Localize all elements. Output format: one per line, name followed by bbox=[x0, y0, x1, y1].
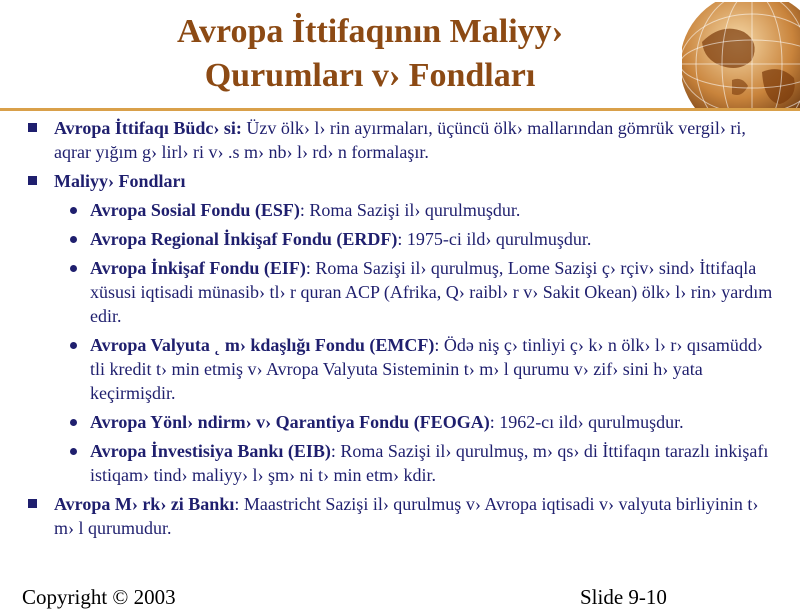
list-item-budget bbox=[22, 116, 782, 164]
sub-item-heading: Avropa Yönl› ndirm› v› Qarantiya Fondu (FEOGA) bbox=[90, 412, 490, 432]
sub-item-text: : Roma Sazişi il› qurulmuş, m› qs› di İttifaqın tarazlı inkişafı istiqam› tind› maliyy› l› şm› ni t› min etm› kdir. bbox=[90, 441, 769, 485]
sub-item-text: : Roma Sazişi il› qurulmuş, Lome Sazişi ç› rçiv› sind› İttifaqla xüsusi iqtisadi münasib› tl› r quran ACP (Afrika, Q› raibl› r v› Sakit Okean) ölk› l› rin› yardım edir. bbox=[90, 258, 773, 326]
sub-item-text: : 1962-cı ild› qurulmuşdur. bbox=[489, 412, 684, 432]
list-item-funds bbox=[22, 169, 782, 193]
square-bullet-icon bbox=[28, 499, 37, 508]
square-bullet-icon bbox=[28, 123, 37, 132]
sub-item-esf bbox=[22, 198, 782, 222]
square-bullet-icon bbox=[28, 176, 37, 185]
round-bullet-icon bbox=[70, 265, 77, 272]
round-bullet-icon bbox=[70, 419, 77, 426]
sub-item-text: : 1975-ci ild› qurulmuşdur. bbox=[397, 229, 592, 249]
footer-slide-number: Slide 9-10 bbox=[580, 585, 667, 609]
footer-copyright: Copyright © 2003 bbox=[22, 585, 176, 609]
sub-item-erdf bbox=[22, 227, 782, 251]
slide-body bbox=[22, 116, 782, 545]
sub-item-heading: Avropa İnvestisiya Bankı (EIB) bbox=[90, 441, 331, 461]
round-bullet-icon bbox=[70, 342, 77, 349]
globe-icon bbox=[682, 2, 800, 108]
item-text: : Maastricht Sazişi il› qurulmuş v› Avropa iqtisadi v› valyuta birliyinin t› m› l qurumudur. bbox=[54, 494, 759, 538]
sub-item-text: : Roma Sazişi il› qurulmuşdur. bbox=[299, 200, 521, 220]
sub-item-eif bbox=[22, 256, 782, 328]
sub-item-emcf bbox=[22, 333, 782, 405]
sub-item-heading: Avropa İnkişaf Fondu (EIF) bbox=[90, 258, 306, 278]
item-heading: Maliyy› Fondları bbox=[54, 171, 186, 191]
sub-item-heading: Avropa Sosial Fondu (ESF) bbox=[90, 200, 300, 220]
sub-item-feoga bbox=[22, 410, 782, 434]
round-bullet-icon bbox=[70, 236, 77, 243]
item-text: Üzv ölk› l› rin ayırmaları, üçüncü ölk› mallarından gömrük vergil› ri, aqrar yığım g› lirl› ri v› .s m› nb› l› rd› n formalaşır. bbox=[54, 118, 746, 162]
list-item-central-bank bbox=[22, 492, 782, 540]
item-heading: Avropa M› rk› zi Bankı bbox=[54, 494, 235, 514]
slide-title bbox=[70, 10, 670, 98]
title-divider bbox=[0, 108, 800, 111]
sub-item-heading: Avropa Regional İnkişaf Fondu (ERDF) bbox=[90, 229, 398, 249]
sub-item-text: : Ödə niş ç› tinliyi ç› k› n ölk› l› r› qısamüdd› tli kredit t› min etmiş v› Avropa Valyuta Sisteminin t› m› l qurumu v› zif› sini h› yata keçirmişdir. bbox=[90, 335, 763, 403]
sub-item-eib bbox=[22, 439, 782, 487]
round-bullet-icon bbox=[70, 448, 77, 455]
item-heading: Avropa İttifaqı Büdc› si: bbox=[54, 118, 242, 138]
round-bullet-icon bbox=[70, 207, 77, 214]
sub-item-heading: Avropa Valyuta ˛ m› kdaşlığı Fondu (EMCF) bbox=[90, 335, 435, 355]
title-line-1: Avropa İttifaqının Maliyy› bbox=[177, 13, 563, 50]
title-line-2: Qurumları v› Fondları bbox=[204, 57, 536, 94]
